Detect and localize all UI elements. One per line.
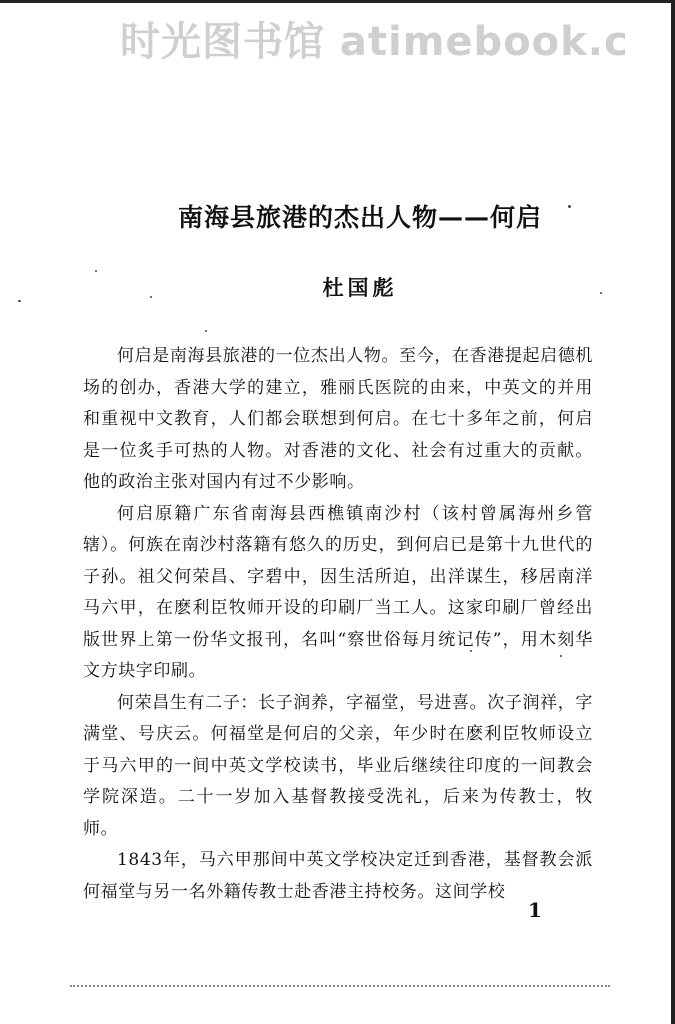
page-number: 1 (528, 898, 542, 922)
top-border (0, 0, 675, 3)
article-author: 杜国彪 (322, 275, 398, 300)
scan-speck (95, 270, 97, 272)
article-body (83, 341, 593, 908)
scan-speck (560, 655, 562, 657)
scan-edge (671, 0, 675, 1024)
paragraph-1: 何启是南海县旅港的一位杰出人物。至今，在香港提起启德机场的创办，香港大学的建立，雅丽氏医院的由来，中英文的并用和重视中文教育，人们都会联想到何启。在七十多年之前，何启是一位炙手可热的人物。对香港的文化、社会有过重大的贡献。他的政治主张对国内有过不少影响。 (83, 346, 593, 492)
scan-speck (470, 650, 472, 652)
scan-speck (150, 296, 152, 298)
scan-speck (600, 292, 602, 294)
scan-speck (18, 300, 21, 302)
scan-speck (568, 205, 571, 208)
paragraph-4: 1843年，马六甲那间中英文学校决定迁到香港，基督教会派何福堂与另一名外籍传教士赴香港主持校务。这间学校 (83, 850, 593, 902)
scan-noise-line (70, 985, 610, 989)
article-title: 南海县旅港的杰出人物——何启 (177, 203, 542, 232)
paragraph-2: 何启原籍广东省南海县西樵镇南沙村（该村曾属海州乡管辖）。何族在南沙村落籍有悠久的历史，到何启已是第十九世代的子孙。祖父何荣昌、字碧中，因生活所迫，出洋谋生，移居南洋马六甲，在麽利臣牧师开设的印刷厂当工人。这家印刷厂曾经出版世界上第一份华文报刊，名叫“察世俗每月统记传”，用木刻华文方块字印刷。 (83, 503, 593, 681)
scan-speck (205, 330, 207, 332)
watermark-text: 时光图书馆 atimebook.c (120, 19, 629, 62)
paragraph-3: 何荣昌生有二子：长子润养，字福堂，号进喜。次子润祥，字满堂、号庆云。何福堂是何启的父亲，年少时在麽利臣牧师设立于马六甲的一间中英文学校读书，毕业后继续往印度的一间教会学院深造。二十一岁加入基督教接受洗礼，后来为传教士，牧师。 (83, 692, 593, 839)
